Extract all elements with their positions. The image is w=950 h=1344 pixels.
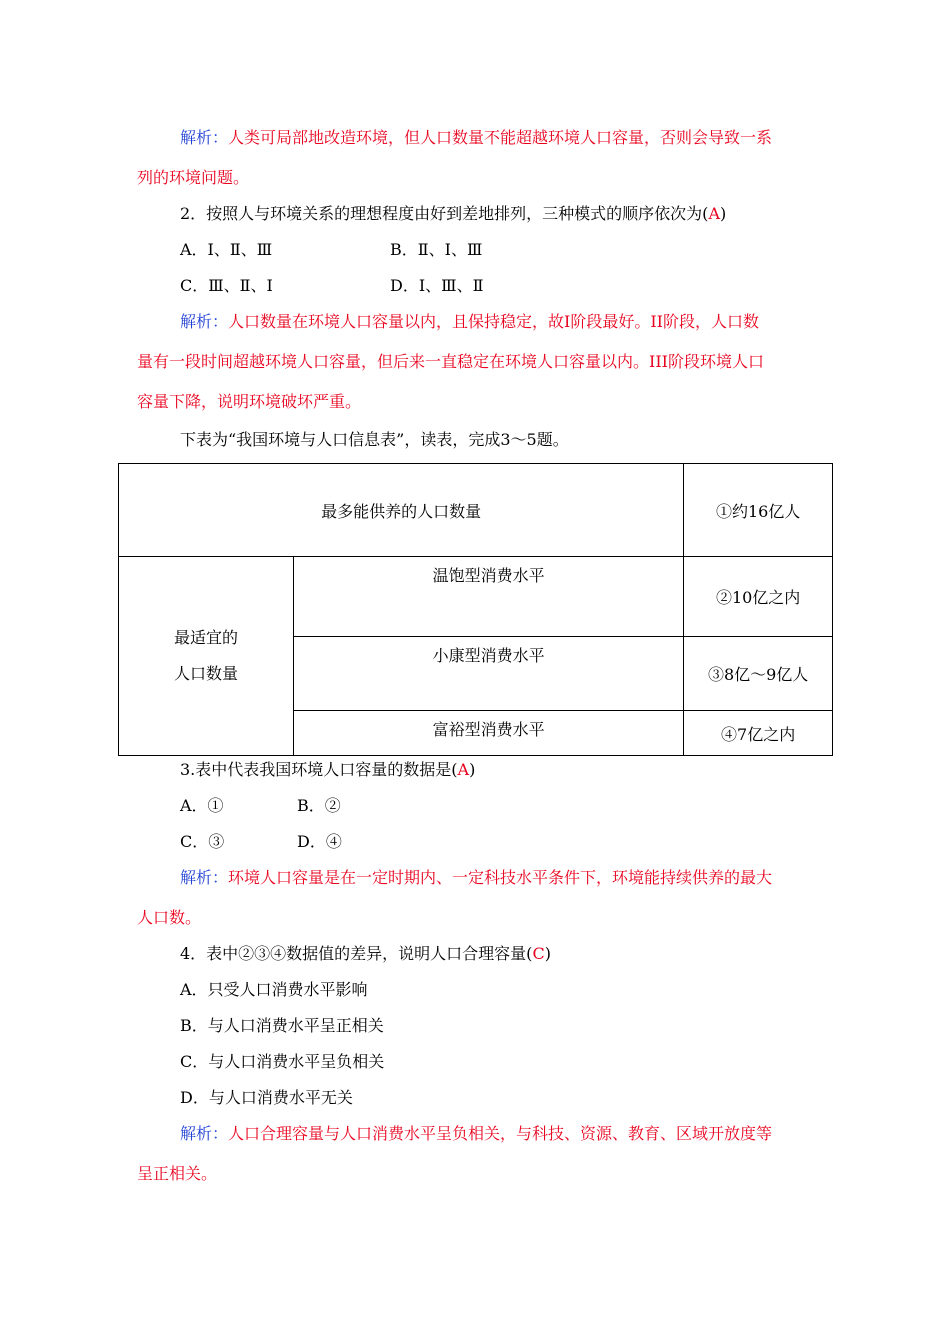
answer-letter: A	[708, 204, 720, 223]
option-a: A．Ⅰ、Ⅱ、Ⅲ	[180, 240, 273, 259]
table-cell-moderate-level: 小康型消费水平	[294, 637, 684, 711]
analysis-text: 人口合理容量与人口消费水平呈负相关，与科技、资源、教育、区域开放度等	[228, 1124, 773, 1143]
question-text: 2．按照人与环境关系的理想程度由好到差地排列，三种模式的顺序依次为(	[180, 204, 709, 223]
environment-population-table	[118, 463, 833, 756]
analysis-4-line-1	[180, 1124, 772, 1144]
table-intro: 下表为“我国环境与人口信息表”，读表，完成3～5题。	[180, 430, 569, 449]
question-text: 4．表中②③④数据值的差异，说明人口合理容量(	[180, 944, 533, 963]
analysis-2-line-3: 容量下降，说明环境破坏严重。	[137, 392, 362, 411]
analysis-1-line-1	[180, 128, 772, 148]
analysis-label: 解析：	[180, 1124, 229, 1143]
table-cell-subsistence-value: ②10亿之内	[684, 557, 833, 637]
analysis-3-line-1	[180, 868, 772, 888]
option-b: B．Ⅱ、Ⅰ、Ⅲ	[390, 240, 483, 259]
analysis-2-line-2: 量有一段时间超越环境人口容量，但后来一直稳定在环境人口容量以内。III阶段环境人口	[137, 352, 764, 371]
table-cell-affluent-value: ④7亿之内	[684, 711, 833, 756]
optimal-label-line-2: 人口数量	[173, 664, 238, 683]
table-cell-affluent-level: 富裕型消费水平	[294, 711, 684, 756]
option-b: B．与人口消费水平呈正相关	[180, 1016, 384, 1035]
analysis-text: 环境人口容量是在一定时期内、一定科技水平条件下，环境能持续供养的最大	[228, 868, 773, 887]
analysis-label: 解析：	[180, 312, 229, 331]
analysis-text: 人类可局部地改造环境，但人口数量不能超越环境人口容量，否则会导致一系	[228, 128, 773, 147]
question-text: 3.表中代表我国环境人口容量的数据是(	[180, 760, 458, 779]
analysis-3-line-2: 人口数。	[137, 908, 202, 927]
analysis-2-line-1	[180, 312, 759, 332]
option-d: D．④	[297, 832, 342, 851]
table-cell-max-population-label: 最多能供养的人口数量	[119, 464, 684, 557]
answer-letter: A	[457, 760, 470, 779]
analysis-1-line-2: 列的环境问题。	[137, 168, 250, 187]
optimal-label-line-1: 最适宜的	[173, 628, 238, 647]
question-4-stem	[180, 944, 551, 964]
option-a: A．只受人口消费水平影响	[180, 980, 368, 999]
answer-letter: C	[532, 944, 545, 963]
option-c: C．与人口消费水平呈负相关	[180, 1052, 385, 1071]
question-3-stem	[180, 760, 475, 780]
option-a: A．①	[180, 796, 224, 815]
table-cell-subsistence-level: 温饱型消费水平	[294, 557, 684, 637]
table-cell-max-population-value: ①约16亿人	[684, 464, 833, 557]
question-close: )	[469, 760, 476, 779]
question-close: )	[544, 944, 551, 963]
analysis-text: 人口数量在环境人口容量以内，且保持稳定，故I阶段最好。II阶段，人口数	[228, 312, 759, 331]
table-cell-moderate-value: ③8亿～9亿人	[684, 637, 833, 711]
option-d: D．Ⅰ、Ⅲ、Ⅱ	[390, 276, 484, 295]
question-2-stem	[180, 204, 726, 224]
analysis-4-line-2: 呈正相关。	[137, 1164, 218, 1183]
option-d: D．与人口消费水平无关	[180, 1088, 353, 1107]
table-cell-optimal-population-label	[119, 557, 294, 756]
analysis-label: 解析：	[180, 128, 229, 147]
question-close: )	[720, 204, 727, 223]
analysis-label: 解析：	[180, 868, 229, 887]
option-c: C．③	[180, 832, 225, 851]
option-c: C．Ⅲ、Ⅱ、Ⅰ	[180, 276, 273, 295]
option-b: B．②	[297, 796, 341, 815]
